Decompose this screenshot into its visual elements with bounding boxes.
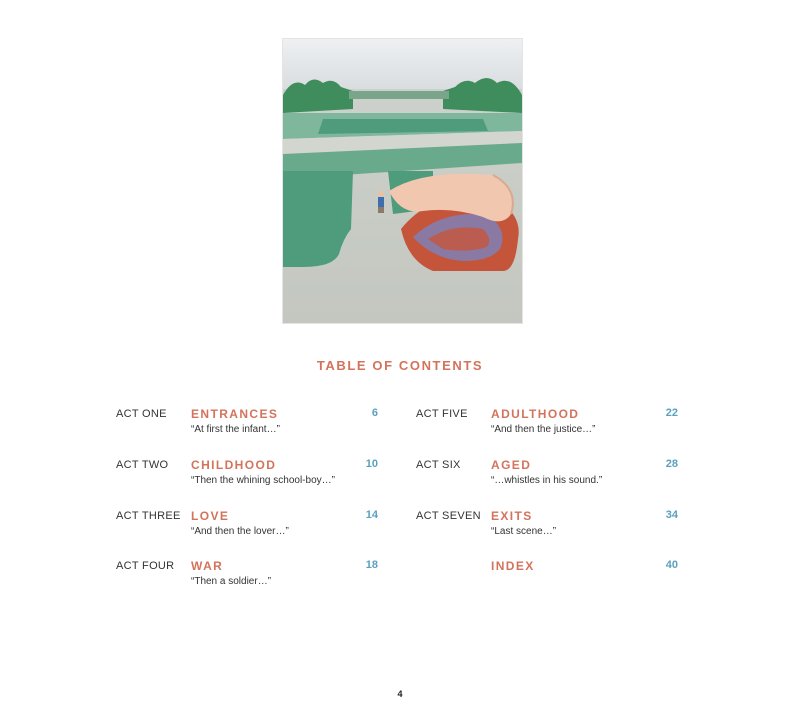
chapter-title[interactable]: WAR (191, 559, 224, 573)
toc-entry-index[interactable] (416, 560, 686, 600)
chapter-quote: “Then the whining school-boy…” (191, 475, 335, 486)
page-number: 40 (665, 559, 678, 571)
act-label: ACT THREE (116, 510, 181, 522)
toc-entry[interactable] (416, 510, 686, 550)
chapter-quote: “At first the infant…” (191, 424, 280, 435)
act-label: ACT SEVEN (416, 510, 481, 522)
cover-illustration (282, 38, 523, 324)
garden-rug-illustration-icon (283, 39, 522, 323)
chapter-title[interactable]: LOVE (191, 509, 230, 523)
toc-title: TABLE OF CONTENTS (316, 358, 484, 373)
toc-entry[interactable] (116, 459, 386, 499)
toc-entry[interactable] (116, 510, 386, 550)
page-number: 14 (365, 509, 378, 521)
page-folio: 4 (397, 689, 403, 699)
act-label: ACT FIVE (416, 408, 468, 420)
chapter-quote: “…whistles in his sound.” (491, 475, 603, 486)
chapter-title[interactable]: EXITS (491, 509, 533, 523)
page-number: 6 (371, 407, 378, 419)
act-label: ACT FOUR (116, 560, 175, 572)
chapter-quote: “Then a soldier…” (191, 576, 272, 587)
toc-entry[interactable] (116, 408, 386, 448)
page-number: 28 (665, 458, 678, 470)
chapter-title[interactable]: INDEX (491, 559, 535, 573)
chapter-title[interactable]: ENTRANCES (191, 407, 279, 421)
toc-entry[interactable] (416, 459, 686, 499)
page-number: 18 (365, 559, 378, 571)
chapter-quote: “And then the lover…” (191, 526, 289, 537)
act-label: ACT TWO (116, 459, 169, 471)
chapter-quote: “And then the justice…” (491, 424, 596, 435)
chapter-title[interactable]: AGED (491, 458, 532, 472)
chapter-title[interactable]: ADULTHOOD (491, 407, 580, 421)
act-label: ACT ONE (116, 408, 167, 420)
chapter-quote: “Last scene…” (491, 526, 557, 537)
page-number: 10 (365, 458, 378, 470)
page-number: 22 (665, 407, 678, 419)
person (378, 197, 384, 207)
toc-entry[interactable] (416, 408, 686, 448)
chapter-title[interactable]: CHILDHOOD (191, 458, 277, 472)
toc-entry[interactable] (116, 560, 386, 600)
act-label: ACT SIX (416, 459, 461, 471)
page-number: 34 (665, 509, 678, 521)
